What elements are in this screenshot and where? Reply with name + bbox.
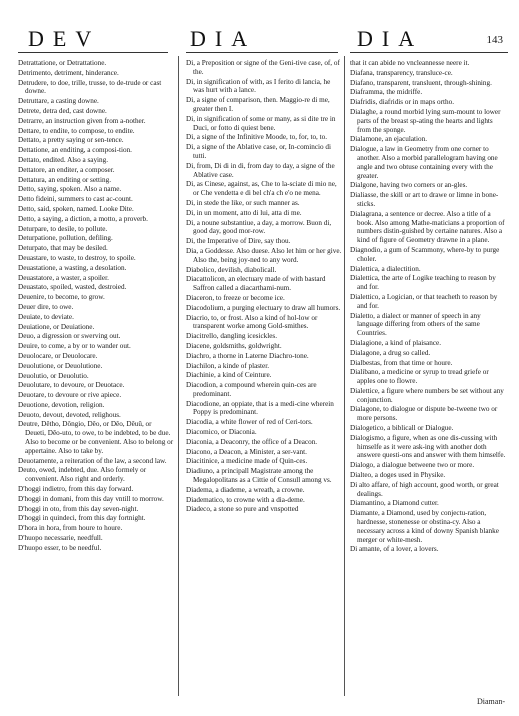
dictionary-entry: Dialogismo, a figure, when as one dis-cussing with himselfe as it were ask-ing with another doth answere questi-ons and answer with them himselfe. <box>350 433 506 460</box>
dictionary-entry: Di, from, Di di in di, from day to day, a signe of the Ablative case. <box>186 161 335 179</box>
dictionary-entry: Deuire, to come, a by or to wander out. <box>18 342 131 351</box>
dictionary-entry: Detrattatione, or Detrattatione. <box>18 59 107 67</box>
dictionary-entry: Dialettice, a figure where numbers be set without any conjunction. <box>350 386 504 404</box>
dictionary-entry: Dialiasse, the skill or art to drawe or limne in bone-sticks. <box>350 191 499 208</box>
dictionary-entry: Dialbestas, from that time or houre. <box>350 358 453 367</box>
dictionary-entry: Diaconia, a Deaconry, the office of a Deacon. <box>186 437 318 446</box>
page-number: 143 <box>486 34 503 46</box>
dictionary-entry: Diafridis, diafridis or in maps ortho. <box>350 98 455 107</box>
dictionary-entry: D'huopo necessarie, needfull. <box>18 534 103 543</box>
dictionary-entry: Detrudere, to doe, trille, trusse, to de-trude or cast downe. <box>18 78 162 96</box>
header-rule-right <box>350 52 508 53</box>
dictionary-entry: Deuiatione, or Deuiatione. <box>18 322 95 331</box>
dictionary-entry: Deuolutare, to devoure, or Deuotace. <box>18 381 125 390</box>
header-rule-center <box>186 52 338 53</box>
dictionary-entry: Di, a noune substantiue, a day, a morrow. Buon di, good day, good mor-row. <box>186 218 332 236</box>
dictionary-entry: Dialagone, to dialogue or dispute be-tweene two or more persons. <box>350 405 498 423</box>
dictionary-entry: D'hoggi in domani, from this day vntill to morrow. <box>18 494 164 503</box>
dictionary-entry: D'huopo esser, to be needful. <box>18 543 102 552</box>
dictionary-entry: Dialogetico, a biblicall or Dialogue. <box>350 424 454 433</box>
dictionary-entry: D'hora in hora, from houre to houre. <box>18 524 123 533</box>
dictionary-entry: Detruttare, a casting downe. <box>18 97 99 106</box>
dictionary-entry: Deuer dire, to owe. <box>18 302 74 311</box>
dictionary-entry: Diaframma, the midriffe. <box>350 88 423 97</box>
dictionary-entry: Dialettica, the arte of Logike teaching to reason by and for. <box>350 274 496 292</box>
dictionary-entry: Deturpare, to desile, to pollute. <box>18 224 108 233</box>
dictionary-entry: Dettare, to endite, to compose, to endite. <box>18 126 135 135</box>
dictionary-entry: Di, in signification of with, as I ferito di lancia, he was hurt with a lance. <box>186 77 331 95</box>
dictionary-entry: Diacodione, an oppiate, that is a medi-cine wherein Poppy is predominant. <box>186 399 334 417</box>
dictionary-entry: D'hoggi indietro, from this day forward. <box>18 485 134 494</box>
dictionary-entry: Deuolocare, or Deuolocare. <box>18 351 98 360</box>
dictionary-entry: Deuastatore, a waster, a spoiler. <box>18 273 109 282</box>
dictionary-entry: Di, in stede the like, or such manner as. <box>186 198 300 207</box>
dictionary-entry: Detto, saying, spoken. Also a name. <box>18 185 122 194</box>
dictionary-entry: Deturpato, that may be desiled. <box>18 244 108 253</box>
dictionary-entry: Dialettico, a Logician, or that teacheth to reason by and for. <box>350 292 498 310</box>
dictionary-entry: Deuotare, to devoure or rive apiece. <box>18 391 122 400</box>
entry-column-1 <box>18 59 174 554</box>
column-divider-2 <box>344 56 345 696</box>
dictionary-entry: D'hoggi in quindeci, from this day fortnight. <box>18 514 146 523</box>
dictionary-entry: Dialettica, a dialectition. <box>350 264 421 273</box>
dictionary-entry: Di, in un moment, atto di lui, atta di me. <box>186 208 302 217</box>
dictionary-entry: Diacomico, or Diaconia. <box>186 428 257 437</box>
dictionary-entry: Diadeco, a stone so pure and vnspotted <box>186 505 299 514</box>
dictionary-entry: Diacitrello, dangling icesickles. <box>186 332 278 341</box>
dictionary-entry: Dettatura, an enditing or setting. <box>18 175 112 184</box>
dictionary-entry: Diacrio, to, or frost. Also a kind of hol-low or transparent worke among Gold-smithes. <box>186 313 318 331</box>
dictionary-entry: Detrarre, an instruction given from a-nother. <box>18 116 146 125</box>
dictionary-entry: Deuotione, devotion, religion. <box>18 400 105 409</box>
dictionary-entry: Deuastare, to waste, to destroy, to spoile. <box>18 253 136 262</box>
entry-column-3 <box>350 59 508 555</box>
dictionary-entry: Dia, a Goddesse. Also duese. Also let him or her give. Also the, being joy-ned to any word. <box>186 246 342 264</box>
dictionary-entry: Dialteo, a doges used in Physike. <box>350 471 446 480</box>
dictionary-entry: Diachinie, a kind of Ceinture. <box>186 371 272 380</box>
catchword: Diaman- <box>477 697 505 706</box>
dictionary-entry: Di, a signe of the Ablative case, or, In-comincio di tutti. <box>186 143 332 160</box>
dictionary-entry: Diacattolicon, an electuary made of with bastard Saffron called a diacarthami-num. <box>186 275 326 293</box>
dictionary-entry: Detto, said, spoken, named. Looke Dite. <box>18 204 134 213</box>
dictionary-entry: Deuastato, spoiled, wasted, destroied. <box>18 283 127 292</box>
dictionary-entry: Diacodolium, a purging electuary to draw all humors. <box>186 303 341 312</box>
headword-right: DIA <box>357 26 424 51</box>
column-divider-1 <box>178 56 179 696</box>
dictionary-entry: Di, a signe of comparison, then. Maggio-re di me, greater then I. <box>186 96 330 113</box>
dictionary-entry: Deuto, owed, indebted, due. Also formely or convenient. Also right and orderly. <box>18 466 147 484</box>
dictionary-entry: Diamante, a Diamond, used by conjectu-ration, hardnesse, stonenesse or obstina-cy. Also a necessary across a kind of downy Spanish blanke merger or white-mesh. <box>350 509 499 544</box>
header-rule-left <box>18 52 168 53</box>
headword-center: DIA <box>190 26 257 51</box>
dictionary-entry: Di, the Imperative of Dire, say thou. <box>186 237 291 246</box>
dictionary-entry: Deturpatione, pollution, defiling. <box>18 234 113 243</box>
dictionary-entry: Di, as Cinese, against, as, Che to la-sciate di mio ne, or Che vendetta e di bel ch'a ch e'o ne mena. <box>186 180 337 198</box>
dictionary-entry: Di, in signification of some or many, as si dite tre in Duci, or fotto di quiest bene. <box>186 114 336 132</box>
dictionary-entry: Diagnodio, a gum of Scammony, where-by to purge choler. <box>350 245 500 263</box>
dictionary-entry: Deuastatione, a wasting, a desolation. <box>18 263 127 272</box>
dictionary-entry: Diadematico, to crowne with a dia-deme. <box>186 495 305 504</box>
dictionary-entry: Dialibano, a medicine or syrup to tread griefe or apples one to flowre. <box>350 368 489 386</box>
dictionary-entry: Deuotamente, a reiteration of the law, a second law. <box>18 456 167 465</box>
dictionary-entry: Diacitinice, a medicine made of Quin-ces. <box>186 457 308 466</box>
dictionary-entry: Diaceron, to freeze or become ice. <box>186 293 285 302</box>
dictionary-entry: Di, a signe of the Infinitive Moode, to, for, to, to. <box>186 133 328 142</box>
dictionary-entry: Diachro, a thorne in Laterne Diachro-tone. <box>186 351 309 360</box>
dictionary-entry: Diamantino, a Diamond cutter. <box>350 499 439 508</box>
dictionary-entry: Deuo, a digression or swerving out. <box>18 332 121 341</box>
dictionary-entry: Diadema, a diademe, a wreath, a crowne. <box>186 485 305 494</box>
dictionary-entry: that it can abide no vncleannesse neere it. <box>350 59 470 67</box>
dictionary-entry: Diachilon, a kinde of plaster. <box>186 361 270 370</box>
dictionary-entry: Dialagrana, a sentence or decree. Also a title of a book. Also among Mathe-maticians a proportion of numbers distin-guished by certaine natures. Also a kind of figure of Geometry drawne in a plane. <box>350 209 505 245</box>
running-header <box>10 26 509 52</box>
dictionary-entry: Dettato, endited. Also a saying. <box>18 155 109 164</box>
dictionary-entry: D'hoggi in oto, from this day seven-night. <box>18 504 139 513</box>
dictionary-entry: Di alto affare, of high account, good worth, or great dealings. <box>350 480 499 498</box>
dictionary-entry: Detto fideini, summers to cast ac-count. <box>18 195 133 204</box>
dictionary-entry: Dialagione, a kind of plaisance. <box>350 338 442 347</box>
dictionary-entry: Diafano, transparent, transluent, through-shining. <box>350 78 492 87</box>
headword-left: DEV <box>28 26 101 51</box>
dictionary-entry: Deuolutione, or Deuolutione. <box>18 361 103 370</box>
dictionary-entry: Deuiate, to deviate. <box>18 312 74 321</box>
entry-column-2 <box>186 59 342 515</box>
dictionary-entry: Dialogo, a dialogue betweene two or more. <box>350 461 475 470</box>
dictionary-entry: Diadiuno, a principall Magistrate among the Megalopolitans as a Cittie of Consull among vs. <box>186 467 332 485</box>
dictionary-entry: Diabolico, devilish, diabolicall. <box>186 265 277 274</box>
dictionary-entry: Di amante, of a lover, a lovers. <box>350 545 439 554</box>
dictionary-entry: Diacodia, a white flower of red of Ceri-tors. <box>186 418 313 427</box>
dictionary-entry: Dialamone, an ejaculation. <box>350 135 428 144</box>
dictionary-entry: Detto, a saying, a diction, a motto, a proverb. <box>18 214 148 223</box>
dictionary-entry: Deuoto, devout, devoted, relighous. <box>18 410 121 419</box>
dictionary-entry: Dialagone, a drug so called. <box>350 348 431 357</box>
dictionary-entry: Dettato, a pretty saying or sen-tence. <box>18 136 124 145</box>
dictionary-entry: Diacono, a Deacon, a Minister, a ser-vant. <box>186 447 307 456</box>
dictionary-entry: Dialgone, having two corners or an-gles. <box>350 181 468 190</box>
dictionary-entry: Dettatore, an enditer, a composer. <box>18 165 115 174</box>
dictionary-entry: Dialogue, a law in Geometry from one corner to another. Also a morbid parallelogram having one angle and two obtuse containing every with the greater. <box>350 145 498 180</box>
dictionary-entry: Diafana, transparency, transluce-ce. <box>350 68 453 77</box>
dictionary-entry: Diacodion, a compound wherein quin-ces are predominant. <box>186 381 317 398</box>
dictionary-entry: Dialetto, a dialect or manner of speech in any language differing from others of the same Countries. <box>350 311 481 338</box>
dictionary-entry: Dettatione, an enditing, a composi-tion. <box>18 146 132 155</box>
dictionary-entry: Di, a Preposition or signe of the Geni-tive case, of, of the. <box>186 59 340 76</box>
dictionary-entry: Deutre, Dêtho, Dôngio, Dêo, or Dêo, Dêuû, or Deueti, Dêo-uto, to owe, to be indebted, to be due. Also to become or be convenient. Also to belong or appertaine. Also to take by. <box>18 420 174 455</box>
dictionary-entry: Deuolutio, or Deuolutio. <box>18 371 89 380</box>
dictionary-entry: Detrimento, detriment, hinderance. <box>18 68 119 77</box>
dictionary-entry: Diacene, goldsmiths, goldwright. <box>186 341 282 350</box>
dictionary-entry: Detrete, detra ded, cast downe. <box>18 106 107 115</box>
dictionary-entry: Deuenire, to become, to grow. <box>18 293 105 302</box>
dictionary-entry: Dialaghe, a round morbid lying sum-mount to lower parts of the breast sp-ating the hearts and lights from the sponge. <box>350 107 501 134</box>
